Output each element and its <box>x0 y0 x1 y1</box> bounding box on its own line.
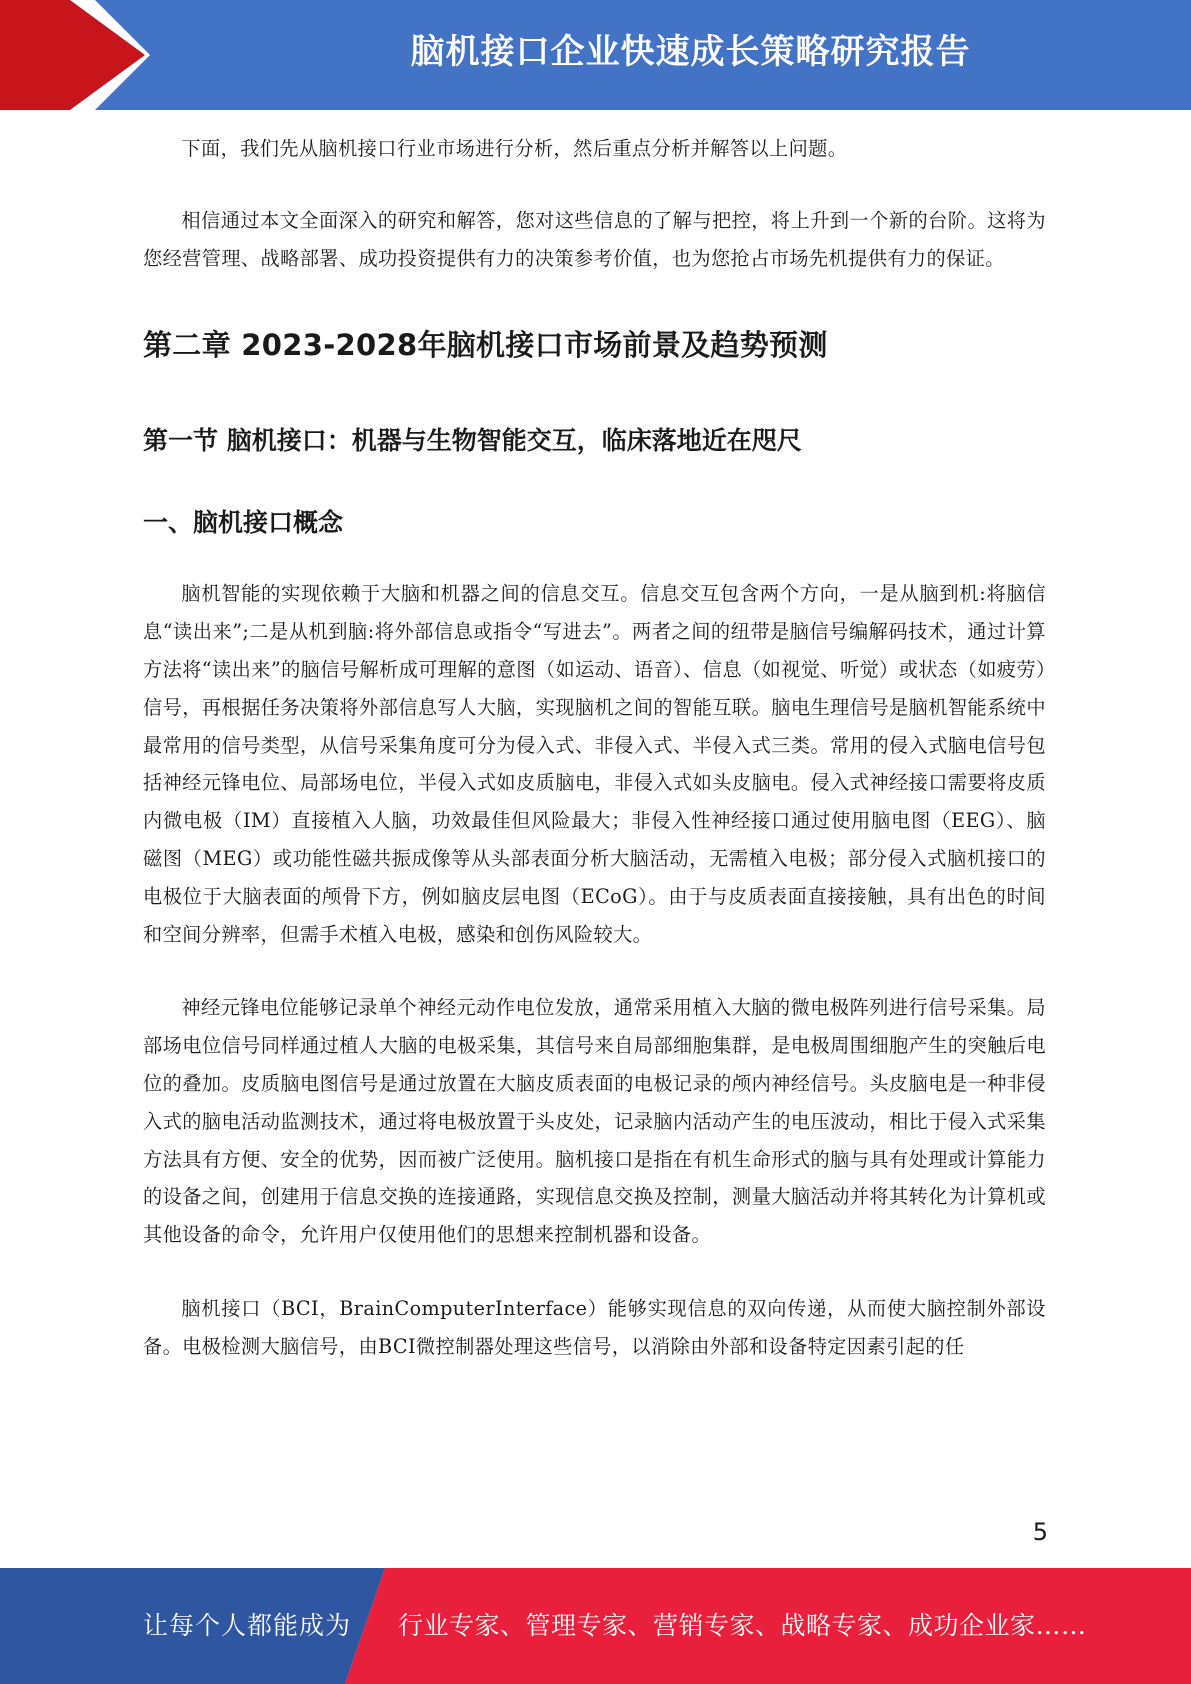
paragraph-bci-concept: 脑机智能的实现依赖于大脑和机器之间的信息交互。信息交互包含两个方向，一是从脑到机:将脑信息“读出来”;二是从机到脑:将外部信息或指令“写进去”。两者之间的纽带是脑信号编解码技术，通过计算方法将“读出来”的脑信号解析成可理解的意图（如运动、语音）、信息（如视觉、听觉）或状态（如疲劳）信号，再根据任务决策将外部信息写人大脑，实现脑机之间的智能互联。脑电生理信号是脑机智能系统中最常用的信号类型，从信号采集角度可分为侵入式、非侵入式、半侵入式三类。常用的侵入式脑电信号包括神经元锋电位、局部场电位，半侵入式如皮质脑电，非侵入式如头皮脑电。侵入式神经接口需要将皮质内微电极（IM）直接植入人脑，功效最佳但风险最大；非侵入性神经接口通过使用脑电图（EEG）、脑磁图（MEG）或功能性磁共振成像等从头部表面分析大脑活动，无需植入电极；部分侵入式脑机接口的电极位于大脑表面的颅骨下方，例如脑皮层电图（ECoG）。由于与皮质表面直接接触，具有出色的时间和空间分辨率，但需手术植入电极，感染和创伤风险较大。 <box>143 582 1046 946</box>
header-arrow-decoration <box>0 0 250 110</box>
subsection-title: 一、脑机接口概念 <box>143 508 344 538</box>
chapter-title: 第二章 2023-2028年脑机接口市场前景及趋势预测 <box>143 328 828 363</box>
paragraph-value: 相信通过本文全面深入的研究和解答，您对这些信息的了解与把控，将上升到一个新的台阶。这将为您经营管理、战略部署、成功投资提供有力的决策参考价值，也为您抢占市场先机提供有力的保证。 <box>143 208 1046 270</box>
section-title: 第一节 脑机接口：机器与生物智能交互，临床落地近在咫尺 <box>143 426 802 456</box>
footer-slogan-left: 让每个人都能成为 <box>143 1611 352 1640</box>
paragraph-bci-definition: 脑机接口（BCI，BrainComputerInterface）能够实现信息的双向传递，从而使大脑控制外部设备。电极检测大脑信号，由BCI微控制器处理这些信号，以消除由外部和设备特定因素引起的任 <box>143 1296 1046 1358</box>
paragraph-neuron-signals: 神经元锋电位能够记录单个神经元动作电位发放，通常采用植入大脑的微电极阵列进行信号采集。局部场电位信号同样通过植人大脑的电极采集，其信号来自局部细胞集群，是电极周围细胞产生的突触后电位的叠加。皮质脑电图信号是通过放置在大脑皮质表面的电极记录的颅内神经信号。头皮脑电是一种非侵入式的脑电活动监测技术，通过将电极放置于头皮处，记录脑内活动产生的电压波动，相比于侵入式采集方法具有方便、安全的优势，因而被广泛使用。脑机接口是指在有机生命形式的脑与具有处理或计算能力的设备之间，创建用于信息交换的连接通路，实现信息交换及控制，测量大脑活动并将其转化为计算机或其他设备的命令，允许用户仅使用他们的思想来控制机器和设备。 <box>143 996 1046 1247</box>
header-banner <box>0 0 1191 110</box>
footer-slogan-right: 行业专家、管理专家、营销专家、战略专家、成功企业家…… <box>398 1611 1087 1640</box>
page-number: 5 <box>1032 1518 1048 1546</box>
document-body <box>143 130 1046 1366</box>
header-title: 脑机接口企业快速成长策略研究报告 <box>410 32 971 72</box>
paragraph-intro: 下面，我们先从脑机接口行业市场进行分析，然后重点分析并解答以上问题。 <box>181 137 848 160</box>
footer-banner <box>0 1568 1191 1684</box>
